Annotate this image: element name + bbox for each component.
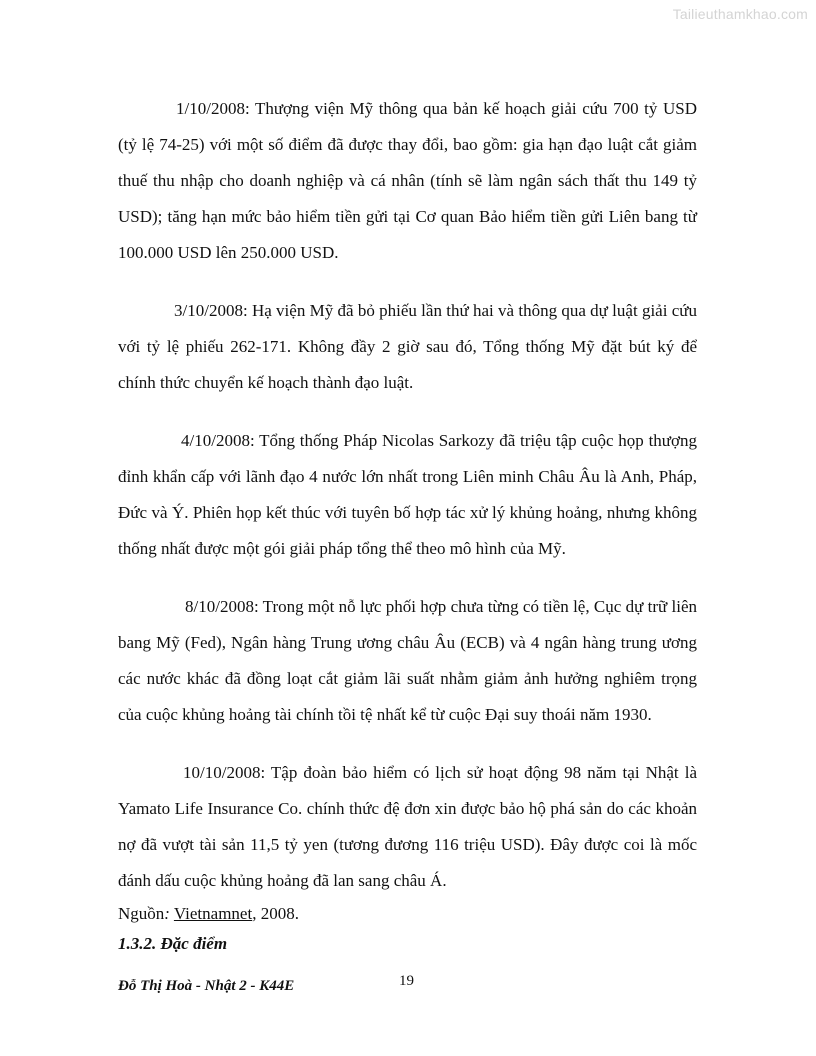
source-link[interactable]: Vietnamnet — [173, 904, 253, 923]
paragraph-oct-3: 3/10/2008: Hạ viện Mỹ đã bỏ phiếu lần thứ hai và thông qua dự luật giải cứu với tỷ lệ phiếu 262-171. Không đầy 2 giờ sau đó, Tổng thống Mỹ đặt bút ký để chính thức chuyển kế hoạch thành đạo luật. — [118, 301, 697, 392]
footer-author: Đỗ Thị Hoà - Nhật 2 - K44E — [118, 978, 295, 994]
watermark: Tailieuthamkhao.com — [672, 6, 808, 22]
source-label: Nguồn — [118, 904, 165, 923]
source-suffix: , 2008. — [252, 904, 299, 923]
paragraph-oct-1: 1/10/2008: Thượng viện Mỹ thông qua bản kế hoạch giải cứu 700 tỷ USD (tỷ lệ 74-25) với một số điểm đã được thay đổi, bao gồm: gia hạn đạo luật cắt giảm thuế thu nhập cho doanh nghiệp và cá nhân (tính sẽ làm ngân sách thất thu 149 tỷ USD); tăng hạn mức bảo hiểm tiền gửi tại Cơ quan Bảo hiểm tiền gửi Liên bang từ 100.000 USD lên 250.000 USD. — [118, 99, 697, 262]
paragraph-oct-10: 10/10/2008: Tập đoàn bảo hiểm có lịch sử hoạt động 98 năm tại Nhật là Yamato Life Insurance Co. chính thức đệ đơn xin được bảo hộ phá sản do các khoản nợ đã vượt tài sản 11,5 tỷ yen (tương đương 116 triệu USD). Đây được coi là mốc đánh dấu cuộc khủng hoảng đã lan sang châu Á. — [118, 763, 697, 890]
source-separator: : — [164, 904, 170, 923]
paragraph-oct-4: 4/10/2008: Tổng thống Pháp Nicolas Sarkozy đã triệu tập cuộc họp thượng đỉnh khẩn cấp với lãnh đạo 4 nước lớn nhất trong Liên minh Châu Âu là Anh, Pháp, Đức và Ý. Phiên họp kết thúc với tuyên bố hợp tác xử lý khủng hoảng, nhưng không thống nhất được một gói giải pháp tổng thể theo mô hình của Mỹ. — [118, 431, 697, 558]
document-body — [118, 91, 697, 921]
paragraph-oct-8: 8/10/2008: Trong một nỗ lực phối hợp chưa từng có tiền lệ, Cục dự trữ liên bang Mỹ (Fed), Ngân hàng Trung ương châu Âu (ECB) và 4 ngân hàng trung ương các nước khác đã đồng loạt cắt giảm lãi suất nhằm giảm ảnh hưởng nghiêm trọng của cuộc khủng hoảng tài chính tồi tệ nhất kể từ cuộc Đại suy thoái năm 1930. — [118, 597, 697, 724]
page-number: 19 — [399, 973, 414, 989]
section-heading: 1.3.2. Đặc điểm — [118, 934, 228, 953]
